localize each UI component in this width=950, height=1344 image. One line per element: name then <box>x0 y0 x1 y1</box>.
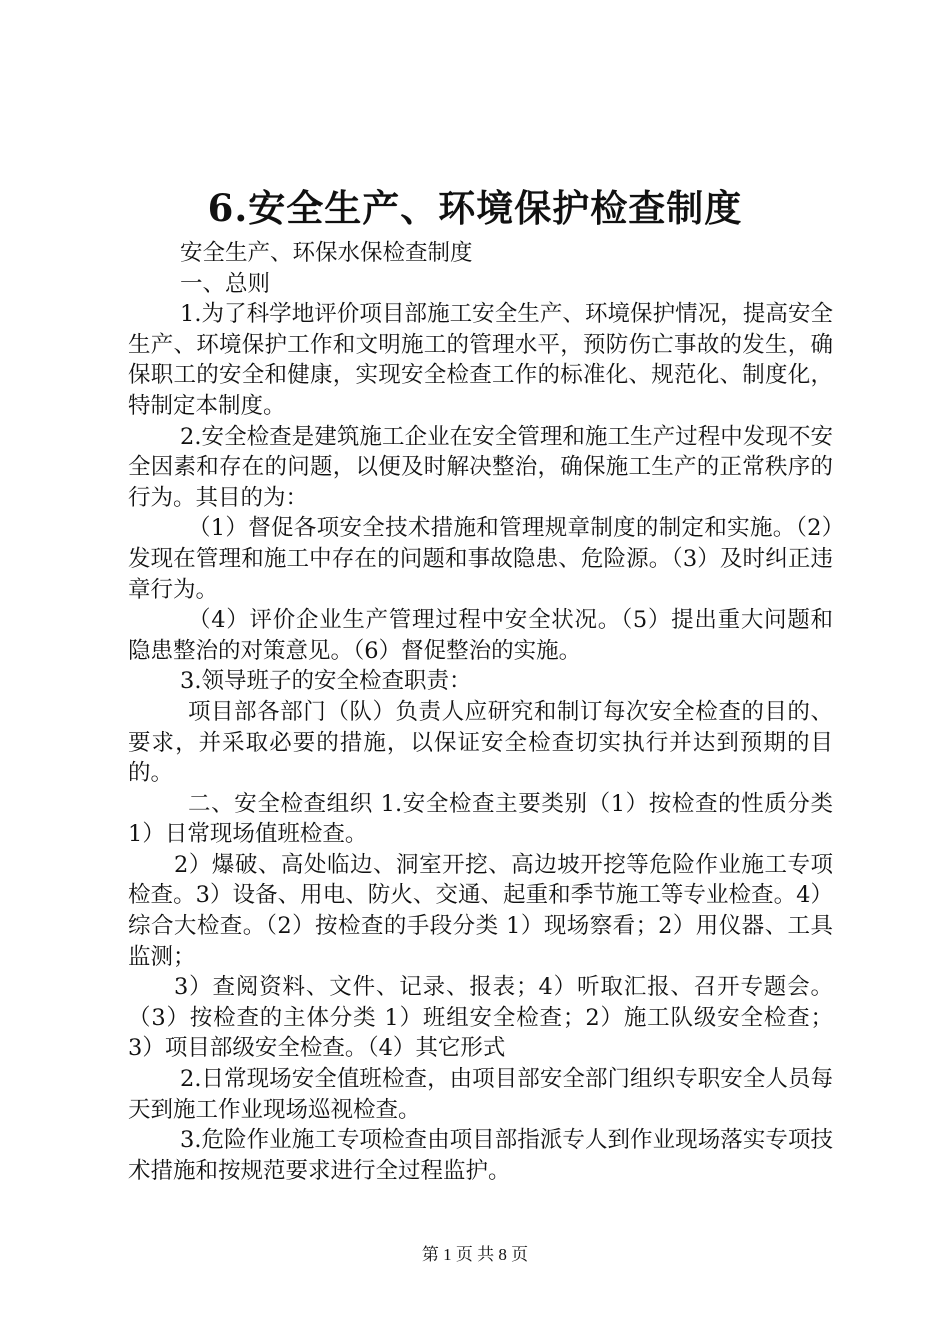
paragraph-inspection-methods: 3）查阅资料、文件、记录、报表；4）听取汇报、召开专题会。（3）按检查的主体分类 1）班组安全检查；2）施工队级安全检查；3）项目部级安全检查。（4）其它形式 <box>128 974 833 1062</box>
paragraph-objectives-2: （4）评价企业生产管理过程中安全状况。（5）提出重大问题和隐患整治的对策意见。（6）督促整治的实施。 <box>128 607 833 664</box>
paragraph-objectives-1: （1）督促各项安全技术措施和管理规章制度的制定和实施。（2）发现在管理和施工中存在的问题和事故隐患、危险源。（3）及时纠正违章行为。 <box>128 515 833 603</box>
paragraph-inspection-types: 2）爆破、高处临边、洞室开挖、高边坡开挖等危险作业施工专项检查。3）设备、用电、防火、交通、起重和季节施工等专业检查。4）综合大检查。（2）按检查的手段分类 1）现场察看；2）用仪器、工具监测； <box>128 851 833 970</box>
section-heading-general: 一、总则 <box>180 270 271 297</box>
paragraph-leadership-heading: 3.领导班子的安全检查职责： <box>180 668 472 695</box>
paragraph-daily-inspection: 2.日常现场安全值班检查，由项目部安全部门组织专职安全人员每天到施工作业现场巡视检查。 <box>128 1066 833 1123</box>
section-subtitle: 安全生产、环保水保检查制度 <box>180 240 473 266</box>
page-footer: 第 1 页 共 8 页 <box>421 1245 529 1264</box>
paragraph-leadership-duties: 项目部各部门（队）负责人应研究和制订每次安全检查的目的、要求，并采取必要的措施，以保证安全检查切实执行并达到预期的目的。 <box>128 698 833 787</box>
paragraph-special-inspection: 3.危险作业施工专项检查由项目部指派专人到作业现场落实专项技术措施和按规范要求进行全过程监护。 <box>128 1127 833 1184</box>
paragraph-purpose: 1.为了科学地评价项目部施工安全生产、环境保护情况，提高安全生产、环境保护工作和文明施工的管理水平，预防伤亡事故的发生，确保职工的安全和健康，实现安全检查工作的标准化、规范化、制度化，特制定本制度。 <box>128 301 833 419</box>
paragraph-definition: 2.安全检查是建筑施工企业在安全管理和施工生产过程中发现不安全因素和存在的问题，以便及时解决整治，确保施工生产的正常秩序的行为。其目的为： <box>128 423 833 511</box>
document-body <box>128 238 833 1186</box>
document-title: 6.安全生产、环境保护检查制度 <box>207 186 743 230</box>
paragraph-inspection-organization: 二、安全检查组织 1.安全检查主要类别（1）按检查的性质分类 1）日常现场值班检查。 <box>128 790 833 848</box>
